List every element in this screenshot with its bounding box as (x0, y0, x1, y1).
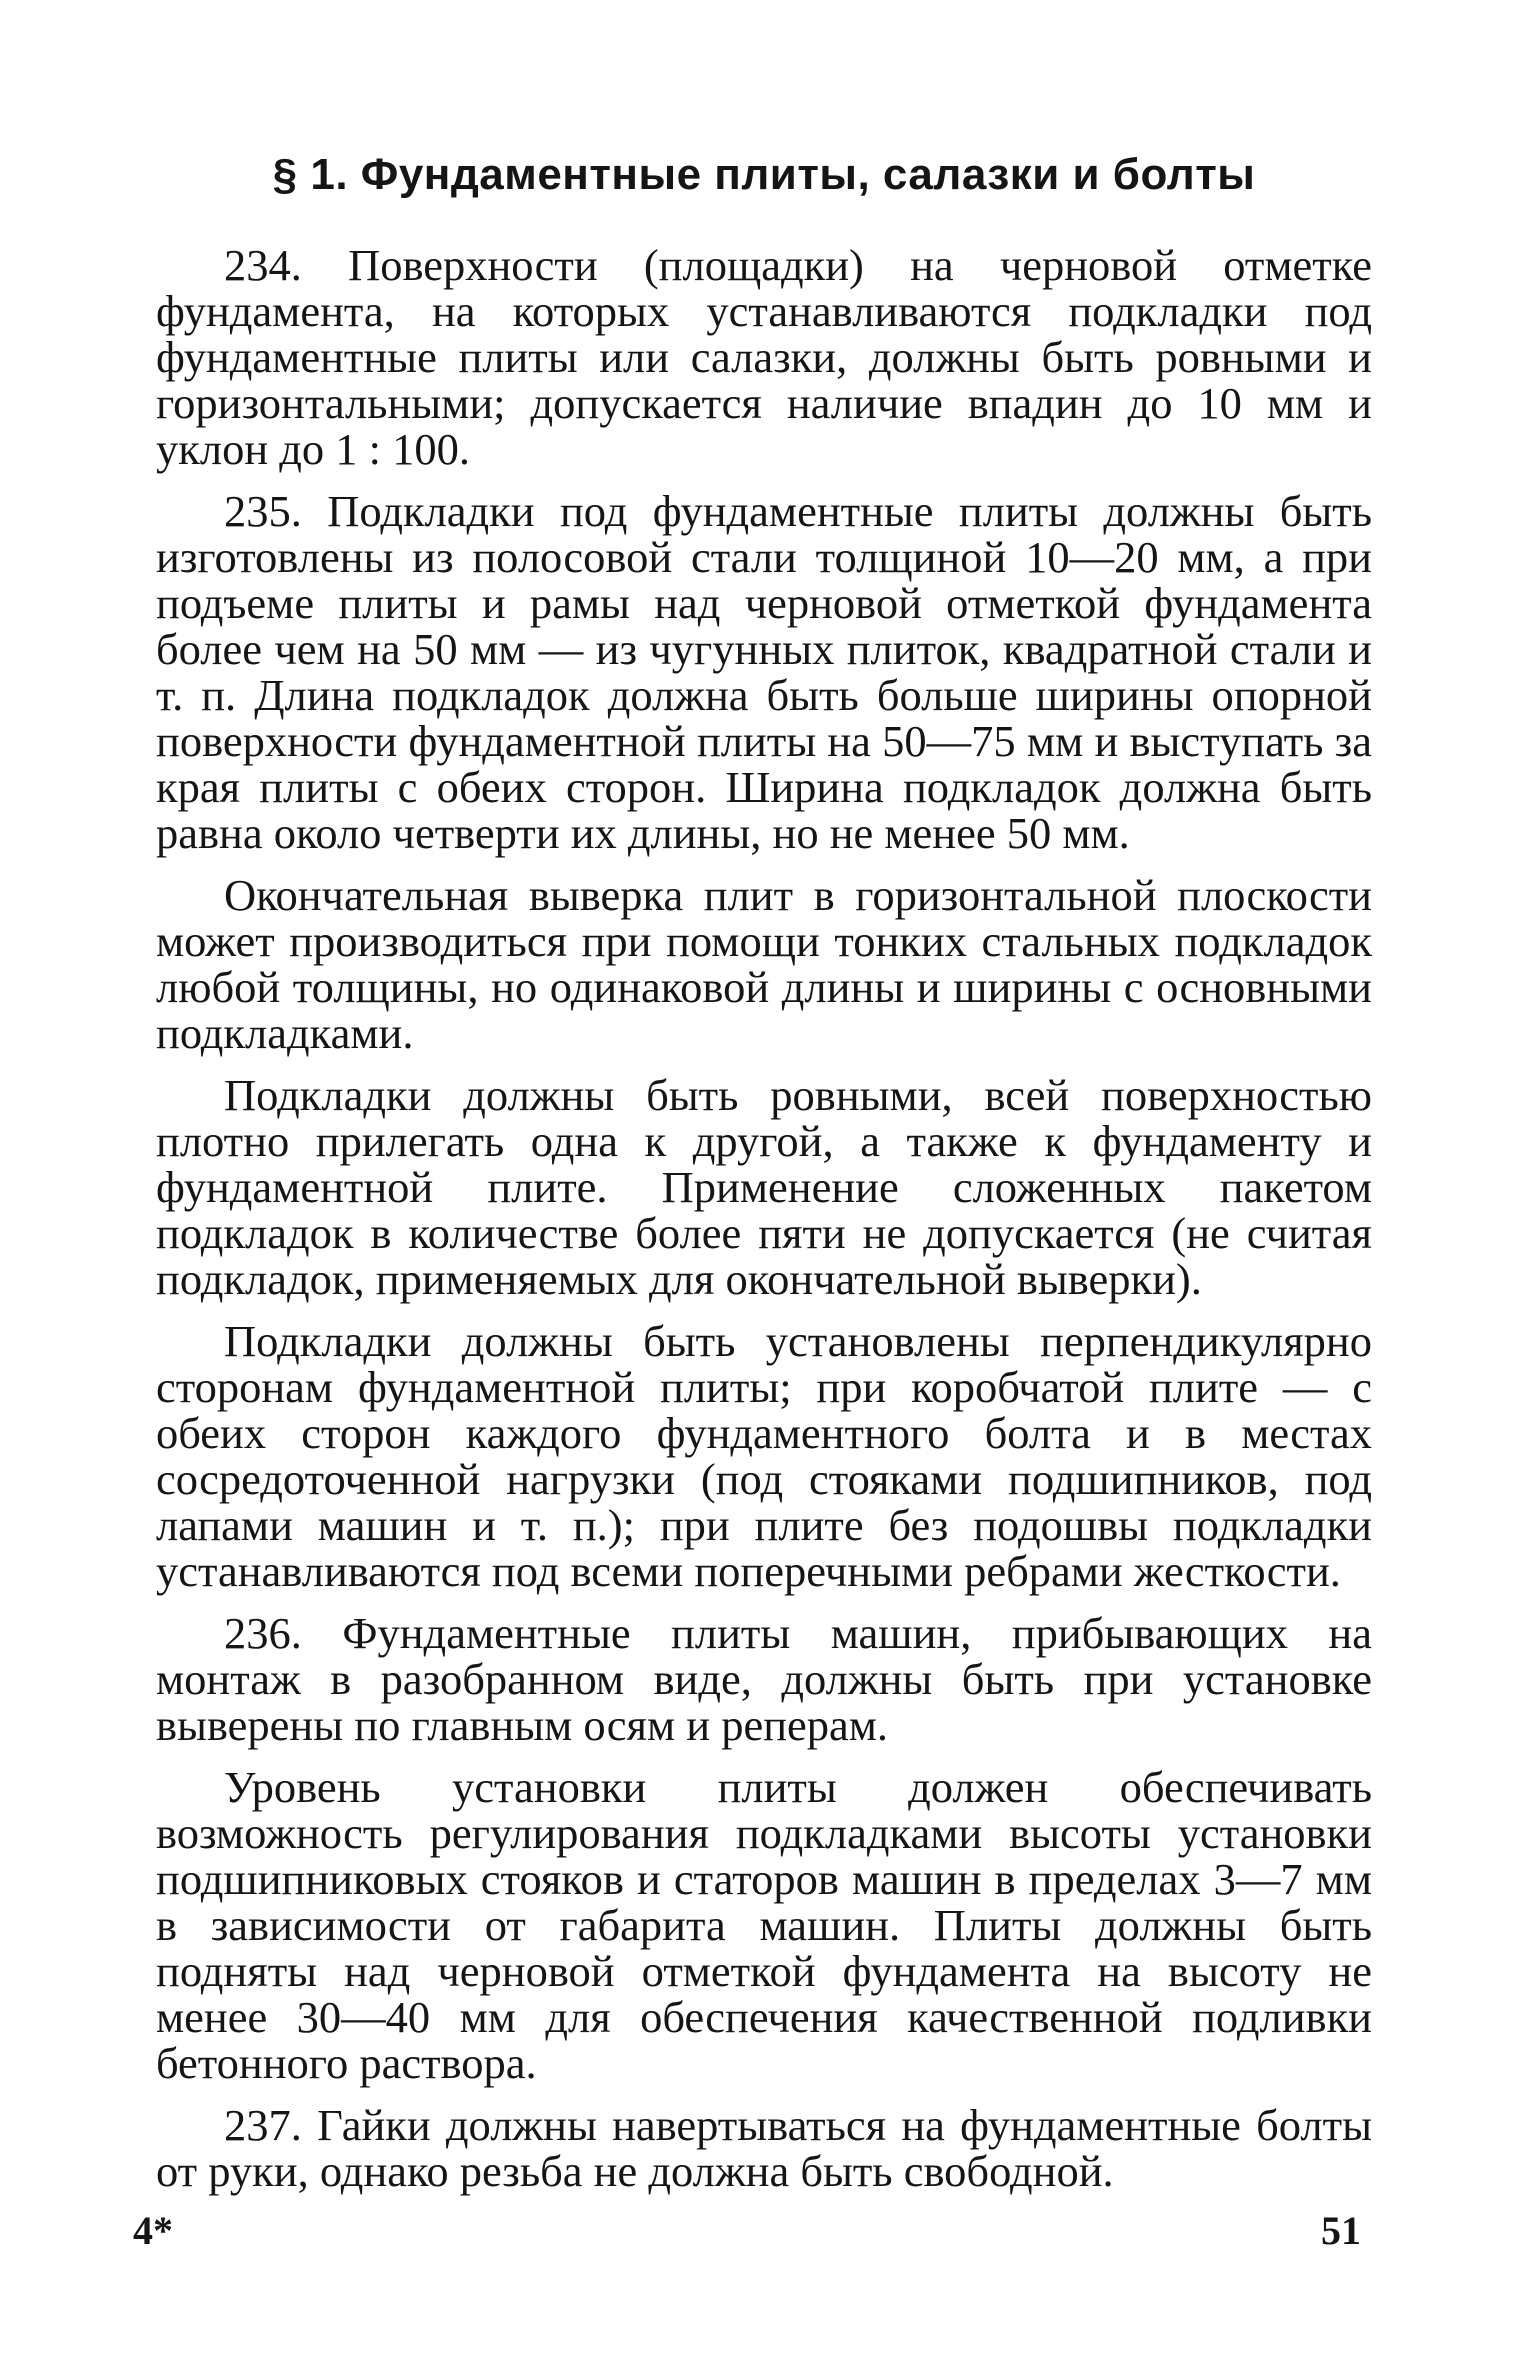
signature-mark: 4* (133, 2208, 173, 2253)
page-content (156, 150, 1372, 2210)
paragraph-shims-flat: Подкладки должны быть ровными, всей поверхностью плотно прилегать одна к другой, а также к фундаменту и фундаментной плите. Применение сложенных пакетом подкладок в количестве более пяти не допускается (не считая подкладок, применяемых для окончательной выверки). (156, 1070, 1372, 1304)
paragraph-235: 235. Подкладки под фундаментные плиты должны быть изготовлены из полосовой стали толщиной 10—20 мм, а при подъеме плиты и рамы над черновой отметкой фундамента более чем на 50 мм — из чугунных плиток, квадратной стали и т. п. Длина подкладок должна быть больше ширины опорной поверхности фундаментной плиты на 50—75 мм и выступать за края плиты с обеих сторон. Ширина подкладок должна быть равна около четверти их длины, но не менее 50 мм. (156, 486, 1372, 858)
paragraph-final-alignment: Окончательная выверка плит в горизонтальной плоскости может производиться при помощи тонких стальных подкладок любой толщины, но одинаковой длины и ширины с основными подкладками. (156, 870, 1372, 1058)
page-footer (133, 2207, 1361, 2254)
paragraph-234: 234. Поверхности (площадки) на черновой отметке фундамента, на которых устанавливаются подкладки под фундаментные плиты или салазки, должны быть ровными и горизонтальными; допускается наличие впадин до 10 мм и уклон до 1 : 100. (156, 240, 1372, 474)
paragraph-237: 237. Гайки должны навертываться на фундаментные болты от руки, однако резьба не должна быть свободной. (156, 2100, 1372, 2196)
paragraph-shims-perpendicular: Подкладки должны быть установлены перпендикулярно сторонам фундаментной плиты; при коробчатой плите — с обеих сторон каждого фундаментного болта и в местах сосредоточенной нагрузки (под стояками подшипников, под лапами машин и т. п.); при плите без подошвы подкладки устанавливаются под всеми поперечными ребрами жесткости. (156, 1316, 1372, 1596)
paragraph-236: 236. Фундаментные плиты машин, прибывающих на монтаж в разобранном виде, должны быть при установке выверены по главным осям и реперам. (156, 1608, 1372, 1750)
paragraph-plate-level: Уровень установки плиты должен обеспечивать возможность регулирования подкладками высоты установки подшипниковых стояков и статоров машин в пределах 3—7 мм в зависимости от габарита машин. Плиты должны быть подняты над черновой отметкой фундамента на высоту не менее 30—40 мм для обеспечения качественной подливки бетонного раствора. (156, 1762, 1372, 2088)
page-number: 51 (1321, 2208, 1361, 2253)
section-heading: § 1. Фундаментные плиты, салазки и болты (272, 150, 1256, 199)
